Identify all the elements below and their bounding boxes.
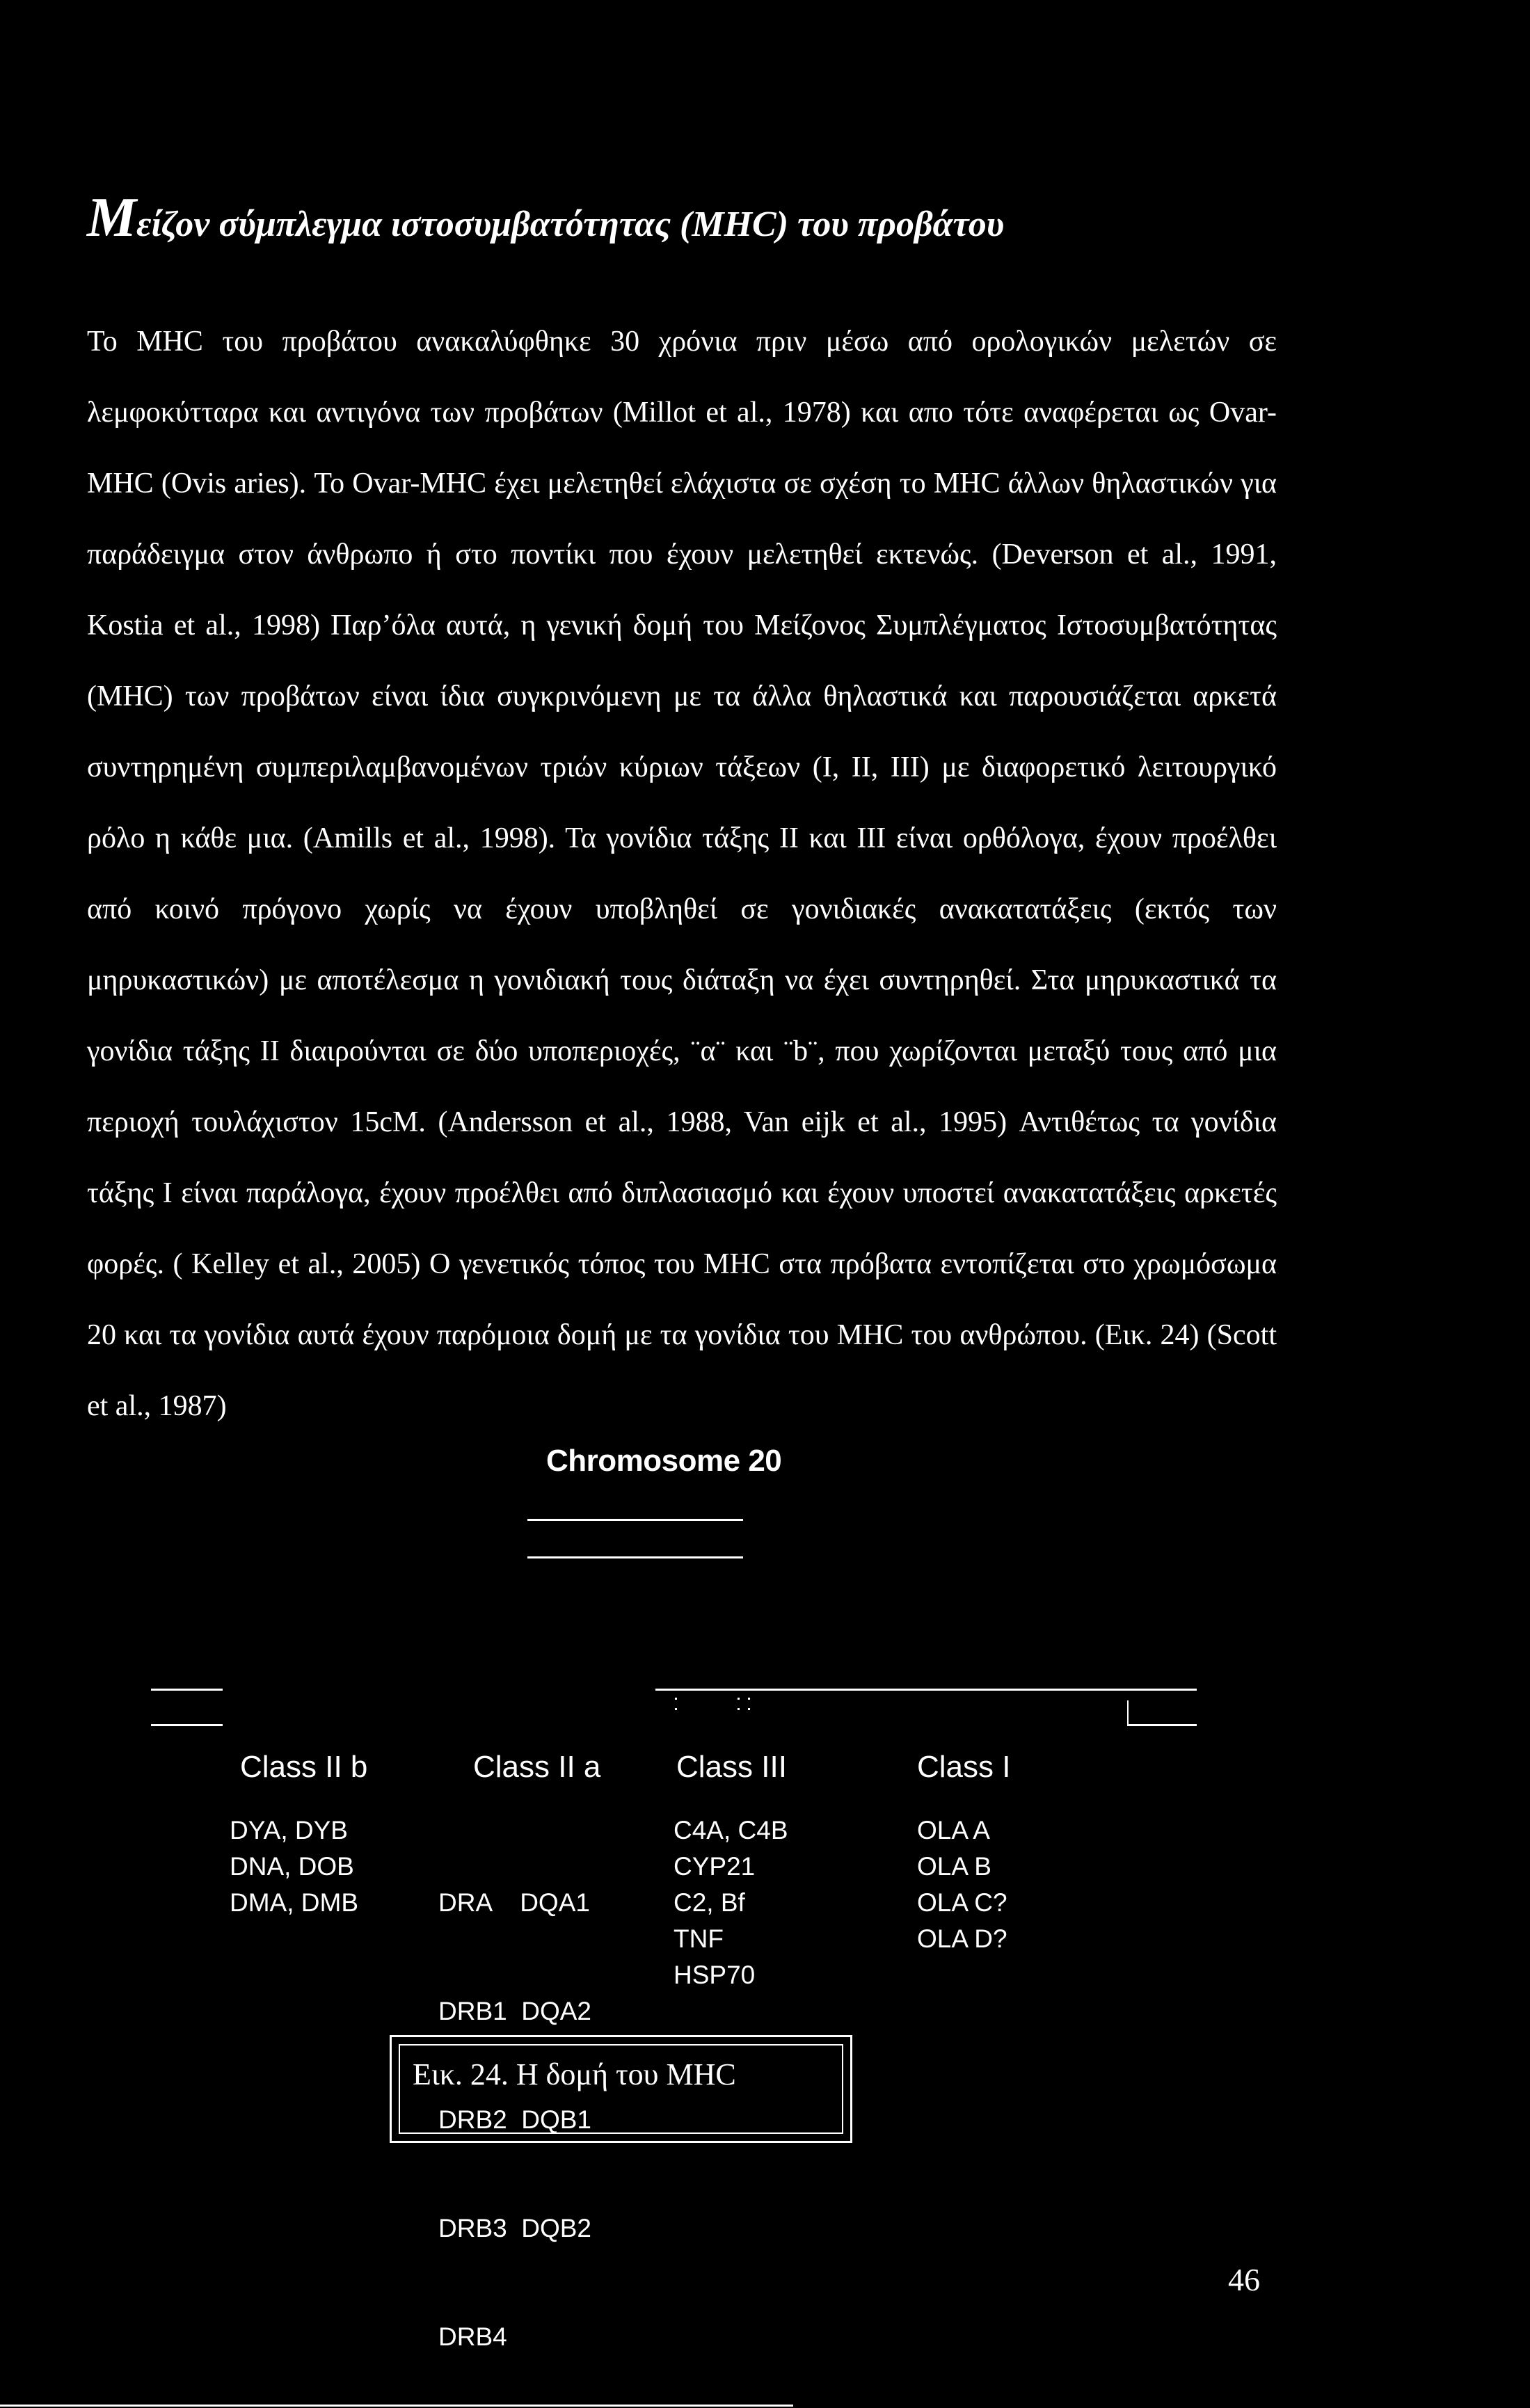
class-3-label: Class III [676, 1750, 787, 1784]
bottom-rule [0, 2405, 793, 2407]
region-line-right-upper [655, 1689, 1197, 1691]
region-marker-dot [675, 1698, 677, 1700]
class-2b-label: Class II b [240, 1750, 368, 1784]
section-heading [87, 186, 1004, 250]
gene-row: HSP70 [674, 1961, 756, 1989]
gene-row: CYP21 [674, 1852, 756, 1881]
region-marker-dot [738, 1698, 740, 1700]
class-3-genes [674, 1812, 788, 1993]
page-number: 46 [1228, 2262, 1260, 2297]
region-marker-dot [748, 1708, 750, 1710]
class-1-genes [917, 1812, 1007, 1957]
chromosome-line-second [527, 1556, 743, 1558]
gene-row: DRB3 DQB2 [438, 2214, 592, 2242]
heading-initial: M [87, 187, 137, 248]
figure-caption: Εικ. 24. Η δομή του MHC [413, 2057, 736, 2091]
region-boundary-tick [1127, 1700, 1129, 1724]
region-marker-dot [675, 1708, 677, 1710]
gene-row: DNA, DOB [230, 1852, 354, 1881]
gene-row: DMA, DMB [230, 1888, 358, 1917]
region-line-left-upper [151, 1689, 223, 1691]
class-2a-label: Class II a [473, 1750, 601, 1784]
chromosome-line-top [527, 1519, 743, 1521]
gene-row: OLA C? [917, 1888, 1007, 1917]
gene-row: DRB2 DQB1 [438, 2105, 592, 2134]
gene-row: DRA DQA1 [438, 1888, 590, 1917]
gene-row: OLA B [917, 1852, 991, 1881]
gene-row: DRB1 DQA2 [438, 1997, 592, 2025]
gene-row: DYA, DYB [230, 1816, 348, 1844]
figure-title: Chromosome 20 [546, 1444, 782, 1478]
gene-row: OLA D? [917, 1924, 1007, 1953]
class-1-label: Class I [917, 1750, 1011, 1784]
gene-row: C2, Bf [674, 1888, 745, 1917]
heading-text: είζον σύμπλεγμα ιστοσυμβατότητας (MHC) του προβάτου [136, 205, 1005, 244]
region-marker-dot [738, 1708, 740, 1710]
region-line-left-lower [151, 1724, 223, 1726]
gene-row: C4A, C4B [674, 1816, 788, 1844]
region-marker-dot [748, 1698, 750, 1700]
gene-row: DRB4 [438, 2322, 507, 2351]
gene-row: OLA A [917, 1816, 990, 1844]
gene-row: TNF [674, 1924, 724, 1953]
body-paragraph: Το MHC του προβάτου ανακαλύφθηκε 30 χρόνια πριν μέσω από ορολογικών μελετών σε λεμφοκύτταρα και αντιγόνα των προβάτων (Millot et al., 1978) και απο τότε αναφέρεται ως Ovar-MHC (Ovis aries). Το Ovar-MHC έχει μελετηθεί ελάχιστα σε σχέση το MHC άλλων θηλαστικών για παράδειγμα στον άνθρωπο ή στο ποντίκι που έχουν μελετηθεί εκτενώς. (Deverson et al., 1991, Kostia et al., 1998) Παρ’όλα αυτά, η γενική δομή του Μείζονος Συμπλέγματος Ιστοσυμβατότητας (MHC) των προβάτων είναι ίδια συγκρινόμενη με τα άλλα θηλαστικά και παρουσιάζεται αρκετά συντηρημένη συμπεριλαμβανομένων τριών κύριων τάξεων (I, II, III) με διαφορετικό λειτουργικό ρόλο η κάθε μια. (Amills et al., 1998). Τα γονίδια τάξης II και III είναι ορθόλογα, έχουν προέλθει από κοινό πρόγονο χωρίς να έχουν υποβληθεί σε γονιδιακές ανακατατάξεις (εκτός των μηρυκαστικών) με αποτέλεσμα η γονιδιακή τους διάταξη να έχει συντηρηθεί. Στα μηρυκαστικά τα γονίδια τάξης II διαιρούνται σε δύο υποπεριοχές, ¨α¨ και ¨b¨, που χωρίζονται μεταξύ τους από μια περιοχή τουλάχιστον 15cM. (Andersson et al., 1988, Van eijk et al., 1995) Αντιθέτως τα γονίδια τάξης I είναι παράλογα, έχουν προέλθει από διπλασιασμό και έχουν υποστεί ανακατατάξεις αρκετές φορές. ( Kelley et al., 2005) O γενετικός τόπος του MHC στα πρόβατα εντοπίζεται στο χρωμόσωμα 20 και τα γονίδια αυτά έχουν παρόμοια δομή με τα γονίδια του MHC του ανθρώπου. (Εικ. 24) (Scott et al., 1987) [87, 326, 1277, 1422]
figure-caption-box [390, 2035, 852, 2143]
class-2b-genes [230, 1812, 358, 1921]
region-line-right-lower [1127, 1724, 1197, 1726]
